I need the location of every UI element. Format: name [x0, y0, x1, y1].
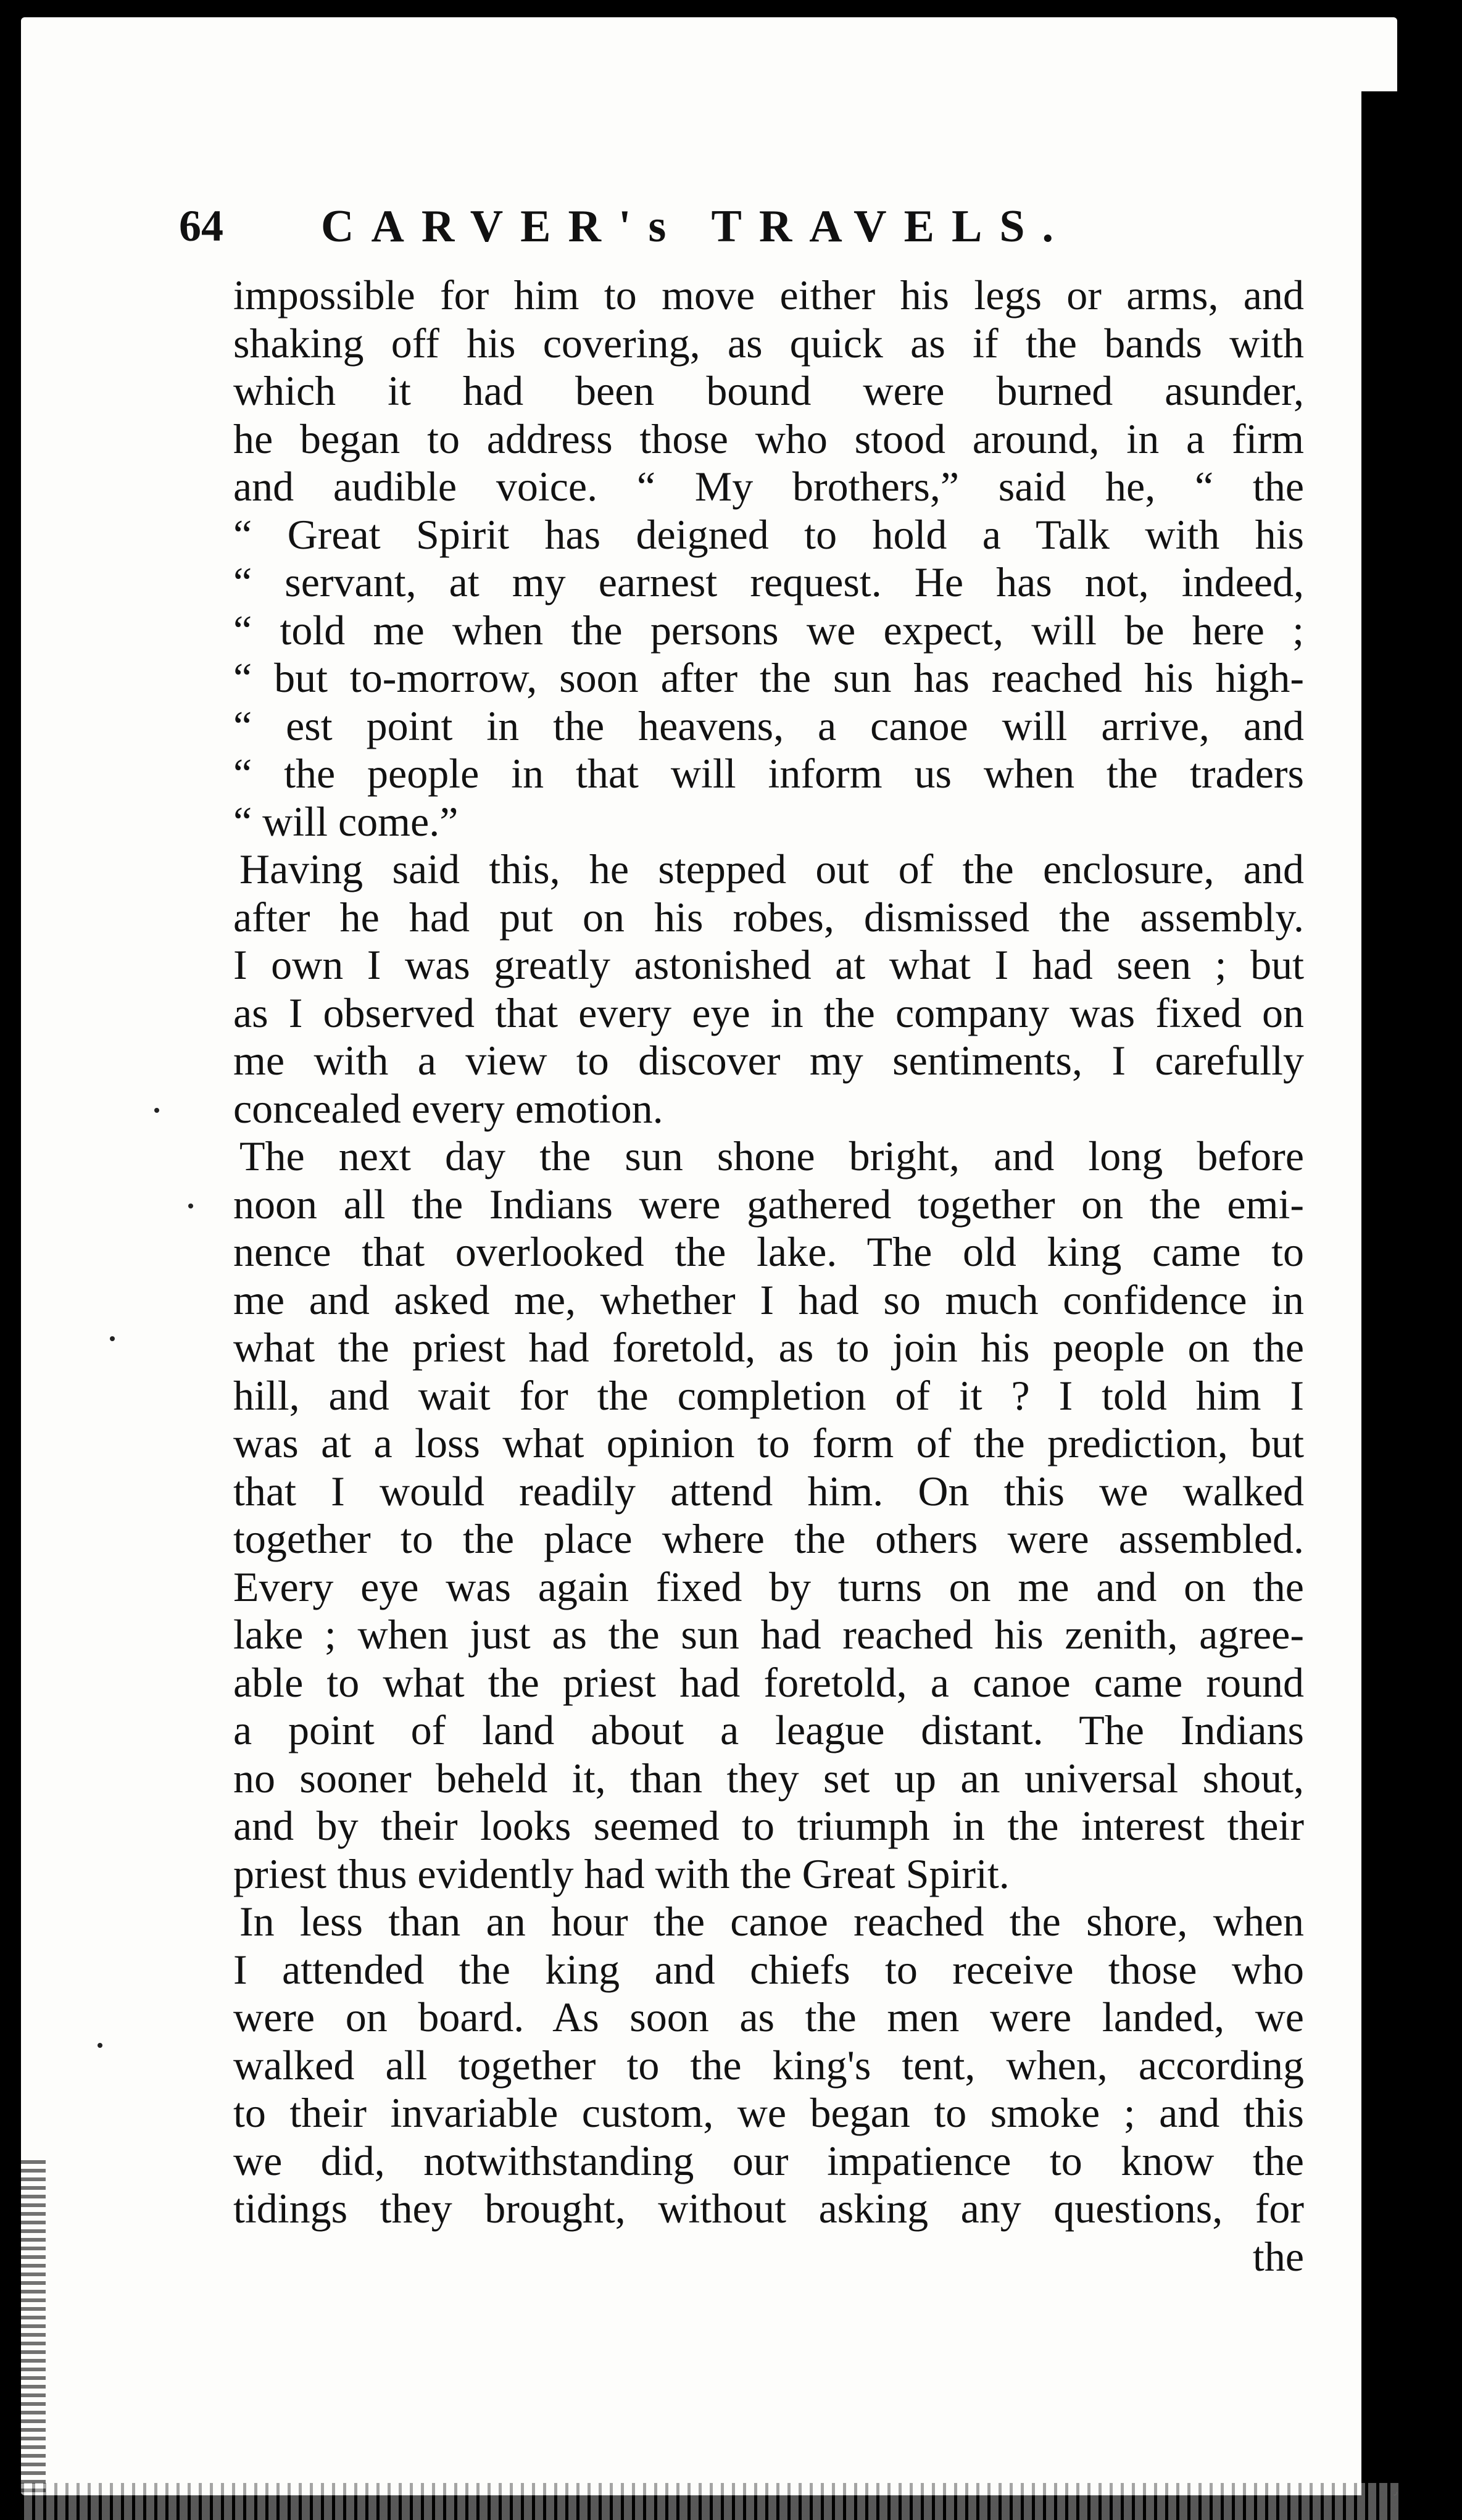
text-line: as I observed that every eye in the company was fixed on: [233, 989, 1304, 1036]
catchword: the: [1252, 2232, 1304, 2280]
text-line: “ the people in that will inform us when the traders: [233, 750, 1304, 797]
text-line: walked all together to the king's tent, when, according: [233, 2041, 1304, 2089]
text-line: noon all the Indians were gathered together on the emi-: [233, 1180, 1304, 1228]
text-line: “ est point in the heavens, a canoe will arrive, and: [233, 702, 1304, 749]
page-edge-shadow: [1361, 91, 1397, 2495]
text-line: “ will come.”: [233, 797, 459, 845]
text-line: to their invariable custom, we began to smoke ; and this: [233, 2089, 1304, 2136]
text-line: I own I was greatly astonished at what I had seen ; but: [233, 941, 1304, 988]
running-head: [179, 201, 1327, 268]
text-line: and audible voice. “ My brothers,” said he, “ the: [233, 463, 1304, 510]
text-line: hill, and wait for the completion of it ? I told him I: [233, 1371, 1304, 1419]
text-line: was at a loss what opinion to form of the prediction, but: [233, 1420, 1304, 1466]
page-number: 64: [179, 201, 223, 251]
text-line: together to the place where the others were assembled.: [233, 1515, 1304, 1562]
paragraph-start: In less than an hour the canoe reached the shore, when: [239, 1898, 1304, 1945]
text-line: “ told me when the persons we expect, will be here ;: [233, 606, 1304, 654]
paragraph-start: The next day the sun shone bright, and long before: [239, 1133, 1304, 1179]
text-line: he began to address those who stood around, in a firm: [233, 415, 1304, 462]
text-line: no sooner beheld it, than they set up an universal shout,: [233, 1754, 1304, 1802]
text-line: impossible for him to move either his legs or arms, and: [233, 272, 1304, 318]
text-line: shaking off his covering, as quick as if the bands with: [233, 319, 1304, 367]
text-line: nence that overlooked the lake. The old king came to: [233, 1228, 1304, 1275]
scan-speck: [188, 1204, 193, 1208]
text-line: me and asked me, whether I had so much confidence in: [233, 1276, 1304, 1323]
text-line: and by their looks seemed to triumph in the interest their: [233, 1802, 1304, 1849]
text-line: priest thus evidently had with the Great Spirit.: [233, 1850, 1010, 1897]
running-title: CARVER's TRAVELS.: [321, 201, 1071, 252]
text-line: concealed every emotion.: [233, 1084, 663, 1132]
text-line: what the priest had foretold, as to join his people on the: [233, 1324, 1304, 1371]
scan-noise-bottom: [21, 2483, 1400, 2520]
scan-speck: [154, 1108, 159, 1113]
text-line: were on board. As soon as the men were landed, we: [233, 1994, 1304, 2040]
text-line: which it had been bound were burned asunder,: [233, 367, 1304, 414]
text-line: we did, notwithstanding our impatience to know the: [233, 2137, 1304, 2184]
text-line: me with a view to discover my sentiments, I carefully: [233, 1037, 1304, 1084]
text-line: lake ; when just as the sun had reached his zenith, agree-: [233, 1611, 1304, 1658]
scan-noise-left: [21, 2160, 46, 2493]
text-line: a point of land about a league distant. The Indians: [233, 1707, 1304, 1753]
text-line: “ Great Spirit has deigned to hold a Talk with his: [233, 510, 1304, 558]
scan-speck: [110, 1336, 115, 1341]
text-line: Every eye was again fixed by turns on me and on the: [233, 1563, 1304, 1610]
text-line: able to what the priest had foretold, a canoe came round: [233, 1658, 1304, 1706]
paragraph-start: Having said this, he stepped out of the enclosure, and: [239, 846, 1304, 892]
text-line: “ but to-morrow, soon after the sun has reached his high-: [233, 654, 1304, 701]
text-line: after he had put on his robes, dismissed the assembly.: [233, 893, 1304, 941]
scan-speck: [98, 2043, 102, 2048]
body-text: [233, 272, 1304, 2281]
text-line: I attended the king and chiefs to receive those who: [233, 1945, 1304, 1993]
text-line: that I would readily attend him. On this we walked: [233, 1467, 1304, 1515]
text-line: “ servant, at my earnest request. He has not, indeed,: [233, 559, 1304, 605]
text-line: tidings they brought, without asking any questions, for: [233, 2185, 1304, 2232]
